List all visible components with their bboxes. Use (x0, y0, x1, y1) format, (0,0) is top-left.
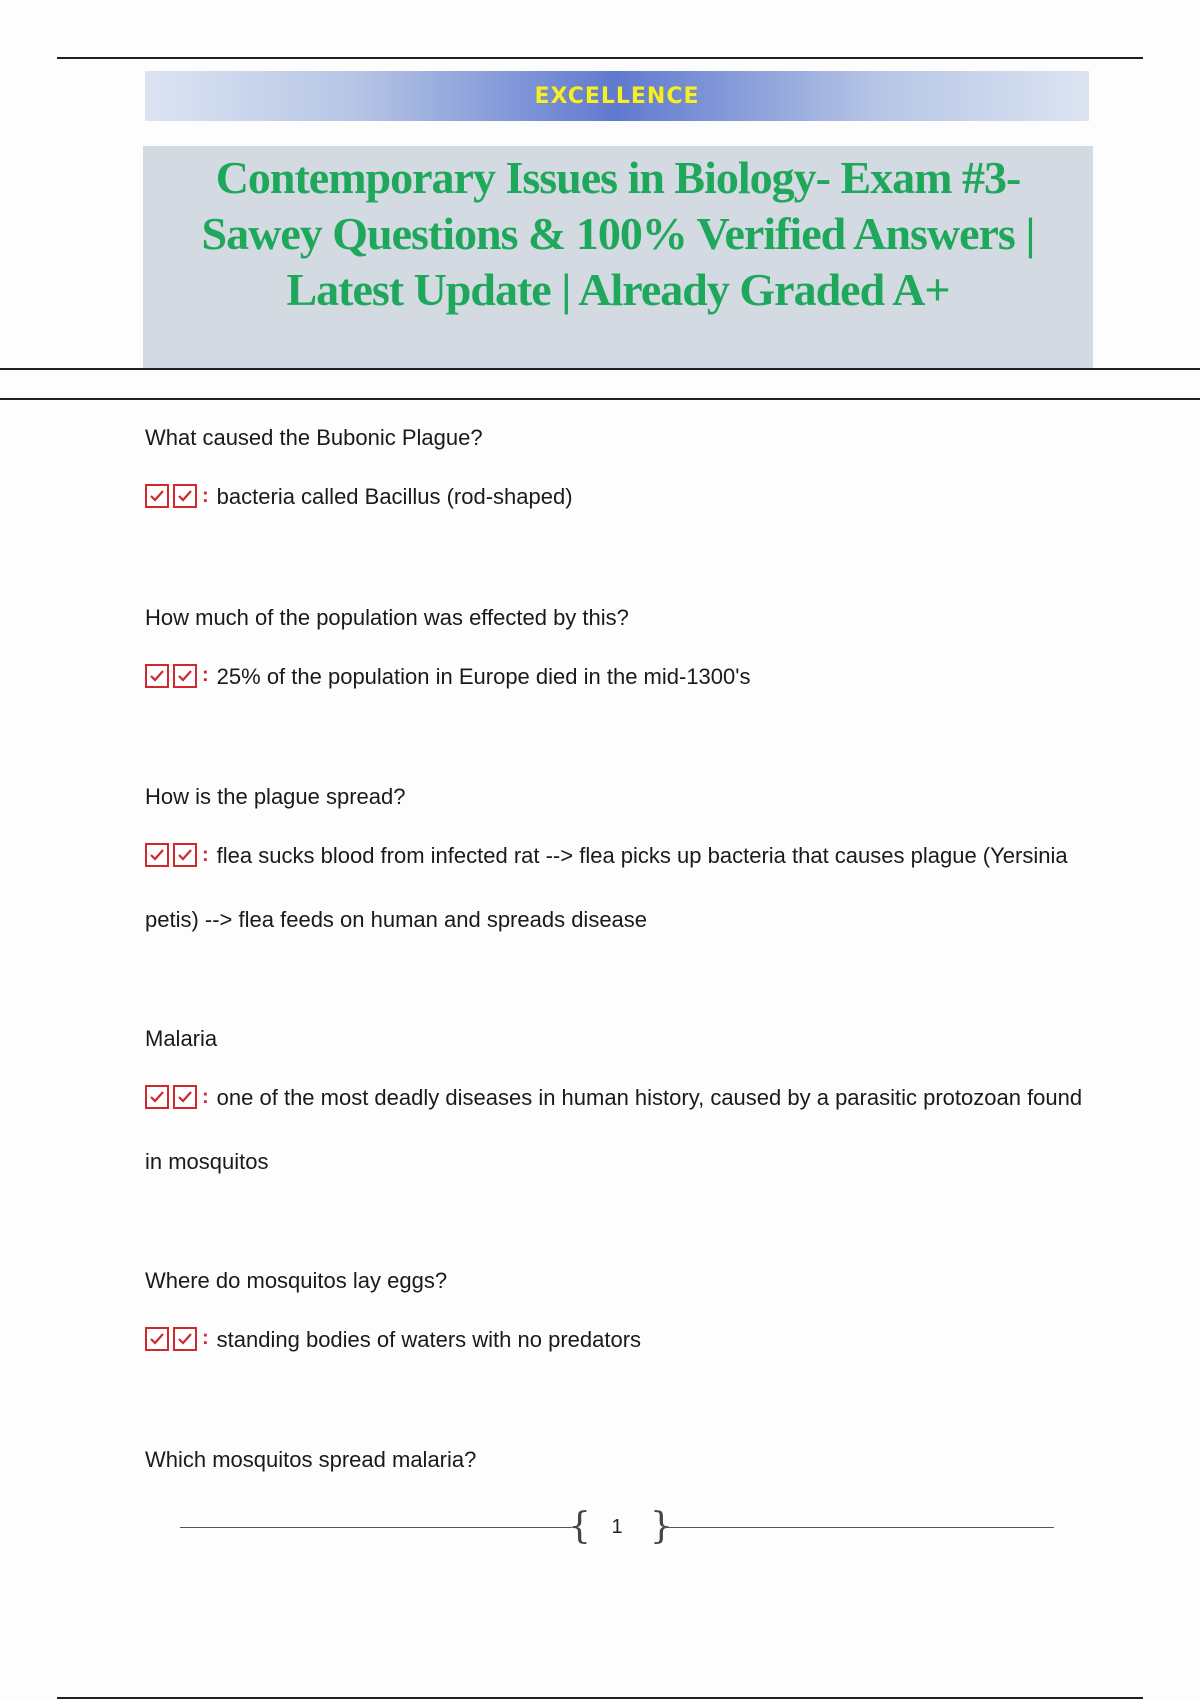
qa-item (145, 1021, 1085, 1205)
checked-box-icon (173, 843, 197, 867)
answer-text: 25% of the population in Europe died in the mid-1300's (216, 663, 751, 689)
checked-box-icon (145, 664, 169, 688)
page-number: 1 (611, 1516, 623, 1538)
answer (145, 825, 1085, 951)
answer (145, 646, 1085, 710)
top-rule (57, 57, 1143, 59)
answer-marker (145, 464, 209, 527)
section-rule-lower (0, 398, 1200, 400)
question-text: What caused the Bubonic Plague? (145, 425, 483, 450)
answer (145, 466, 1085, 530)
title-line-3: Latest Update | Already Graded A+ (286, 264, 950, 315)
question-text: How is the plague spread? (145, 784, 406, 810)
checked-box-icon (145, 1327, 169, 1351)
checked-box-icon (173, 1327, 197, 1351)
answer-separator: : (202, 664, 209, 687)
title-line-2: Sawey Questions & 100% Verified Answers | (201, 208, 1035, 259)
checked-box-icon (173, 1085, 197, 1109)
document-title (143, 146, 1093, 318)
question-text: Malaria (145, 1026, 218, 1052)
footer-line-left (180, 1527, 572, 1528)
qa-item (145, 779, 1085, 963)
answer-separator: : (202, 844, 209, 867)
answer-text: bacteria called Bacillus (rod-shaped) (216, 484, 573, 509)
qa-content (145, 420, 1085, 1536)
answer-marker (145, 1065, 209, 1128)
checked-box-icon (145, 1085, 169, 1109)
answer-separator: : (202, 1085, 209, 1108)
answer-marker (145, 823, 209, 886)
answer-marker (145, 643, 209, 706)
qa-item-last (145, 1442, 1085, 1478)
footer-line-right (662, 1527, 1054, 1528)
banner-label: EXCELLENCE (534, 83, 700, 109)
answer-text: flea sucks blood from infected rat --> flea picks up bacteria that causes plague (Yersinia petis) --> flea feeds on human and spreads disease (145, 843, 1068, 933)
qa-item (145, 600, 1085, 722)
question-text: Where do mosquitos lay eggs? (145, 1267, 448, 1293)
answer (145, 1309, 1085, 1373)
answer (145, 1067, 1085, 1193)
qa-item (145, 1263, 1085, 1385)
qa-item (145, 420, 1085, 542)
right-brace: } (650, 1506, 673, 1547)
left-brace: { (568, 1506, 591, 1547)
page-footer (180, 1505, 1054, 1549)
question-text: How much of the population was effected by this? (145, 604, 629, 630)
excellence-banner (145, 71, 1089, 121)
answer-marker (145, 1306, 209, 1369)
section-rule-upper (0, 368, 1200, 370)
checked-box-icon (145, 843, 169, 867)
answer-text: one of the most deadly diseases in human history, caused by a parasitic protozoan found in mosquitos (145, 1085, 1083, 1174)
bottom-rule (57, 1697, 1143, 1699)
answer-separator: : (202, 1327, 209, 1350)
checked-box-icon (173, 484, 197, 508)
checked-box-icon (145, 484, 169, 508)
title-box (143, 146, 1093, 368)
question-text: Which mosquitos spread malaria? (145, 1447, 477, 1473)
answer-separator: : (202, 484, 209, 507)
checked-box-icon (173, 664, 197, 688)
answer-text: standing bodies of waters with no predators (216, 1326, 642, 1352)
title-line-1: Contemporary Issues in Biology- Exam #3- (215, 152, 1021, 203)
